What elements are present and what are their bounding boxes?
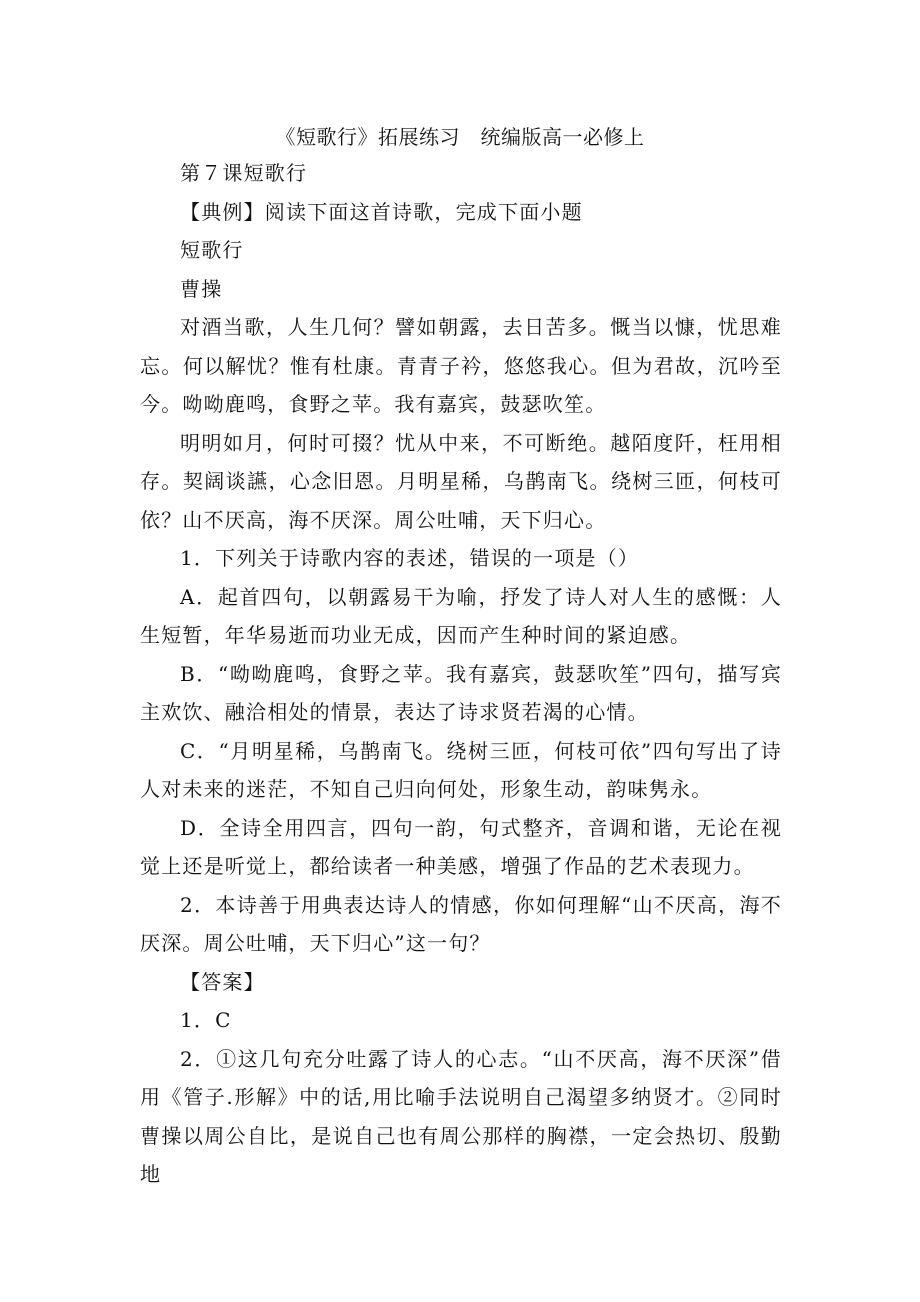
example-header: 【典例】阅读下面这首诗歌，完成下面小题 [180,199,583,224]
document-body [140,154,782,1194]
answer-1: 1．C [180,1008,232,1032]
question-1-option-b: B．“呦呦鹿鸣，食野之苹。我有嘉宾，鼓瑟吹笙”四句，描写宾主欢饮、融洽相处的情景，表达了诗求贤若渴的心情。 [140,661,782,724]
question-1-option-d: D．全诗全用四言，四句一韵，句式整齐，音调和谐，无论在视觉上还是听觉上，都给读者一种美感，增强了作品的艺术表现力。 [140,815,782,878]
poem-author: 曹操 [180,276,223,301]
question-1-option-c: C．“月明星稀，乌鹊南飞。绕树三匝，何枝可依”四句写出了诗人对未来的迷茫，不知自己归向何处，形象生动，韵味隽永。 [140,738,782,801]
poem-title: 短歌行 [180,238,244,262]
poem-stanza: 明明如月，何时可掇？忧从中来，不可断绝。越陌度阡，枉用相存。契阔谈讌，心念旧恩。月明星稀，乌鹊南飞。绕树三匝，何枝可依？山不厌高，海不厌深。周公吐哺，天下归心。 [140,430,782,532]
lesson-line: 第７课短歌行 [180,161,308,185]
document-title: 《短歌行》拓展练习 统编版高一必修上 [275,125,645,149]
answer-2: 2．①这几句充分吐露了诗人的心志。“山不厌高，海不厌深”借用《管子.形解》中的话,用比喻手法说明自己渴望多纳贤才。②同时曹操以周公自比，是说自己也有周公那样的胸襟，一定会热切、殷勤地 [140,1046,782,1186]
answer-header: 【答案】 [180,969,265,994]
question-2: 2．本诗善于用典表达诗人的情感，你如何理解“山不厌高，海不厌深。周公吐哺，天下归心”这一句？ [140,892,782,955]
question-1-stem: 1．下列关于诗歌内容的表述，错误的一项是（） [180,546,640,570]
poem-stanza: 对酒当歌，人生几何？譬如朝露，去日苦多。慨当以慷，忧思难忘。何以解忧？惟有杜康。青青子衿，悠悠我心。但为君故，沉吟至今。呦呦鹿鸣，食野之苹。我有嘉宾，鼓瑟吹笙。 [140,315,782,416]
question-1-option-a: A．起首四句，以朝露易干为喻，抒发了诗人对人生的感慨：人生短暂，年华易逝而功业无成，因而产生种时间的紧迫感。 [140,584,782,647]
